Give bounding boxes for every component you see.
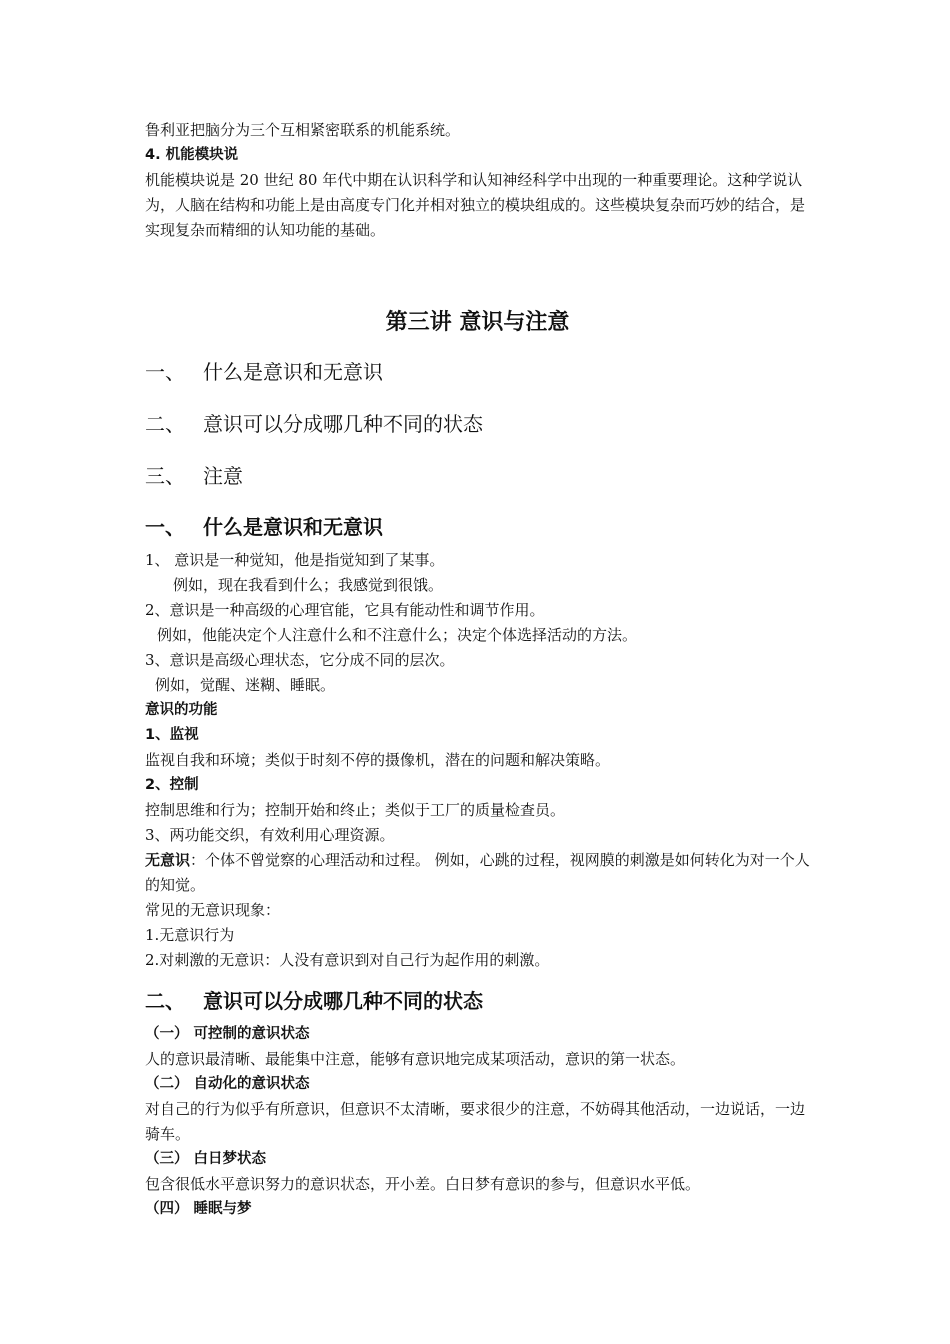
section-num: 一、 (145, 515, 185, 539)
function2-heading: 2、控制 (145, 777, 199, 793)
item2: 2、意识是一种高级的心理官能，它具有能动性和调节作用。 (145, 601, 545, 619)
intro-line: 鲁利亚把脑分为三个互相紧密联系的机能系统。 (145, 121, 461, 139)
function2-text: 控制思维和行为；控制开始和终止；类似于工厂的质量检查员。 (145, 801, 566, 819)
section1-heading (145, 511, 810, 540)
unconscious-label: 无意识 (145, 851, 191, 869)
section-num: 二、 (145, 989, 185, 1013)
item3: 3、意识是高级心理状态，它分成不同的层次。 (145, 651, 455, 669)
toc-text: 什么是意识和无意识 (203, 360, 383, 384)
item1: 1、 意识是一种觉知，他是指觉知到了某事。 (145, 551, 445, 569)
lecture-title: 第三讲 意识与注意 (385, 310, 570, 335)
state2-text: 对自己的行为似乎有所意识，但意识不太清晰，要求很少的注意，不妨碍其他活动，一边说话，一边骑车。 (145, 1100, 806, 1143)
state2-heading: （二） 自动化的意识状态 (145, 1076, 310, 1092)
section-title: 意识可以分成哪几种不同的状态 (203, 989, 483, 1013)
common-heading: 常见的无意识现象： (145, 901, 281, 919)
toc-num: 二、 (145, 412, 185, 436)
toc-num: 一、 (145, 360, 185, 384)
unconscious-paragraph (145, 848, 810, 898)
state1-text: 人的意识最清晰、最能集中注意，能够有意识地完成某项活动，意识的第一状态。 (145, 1050, 686, 1068)
toc-text: 意识可以分成哪几种不同的状态 (203, 412, 483, 436)
item3-example: 例如，觉醒、迷糊、睡眠。 (155, 676, 336, 694)
function1-text: 监视自我和环境；类似于时刻不停的摄像机，潜在的问题和解决策略。 (145, 751, 611, 769)
common-item-1: 1.无意识行为 (145, 926, 235, 944)
toc-item-2 (145, 408, 810, 437)
section2-heading (145, 985, 810, 1014)
function1-heading: 1、监视 (145, 727, 199, 743)
toc-item-3 (145, 460, 810, 489)
item2-example: 例如，他能决定个人注意什么和不注意什么；决定个体选择活动的方法。 (157, 626, 638, 644)
toc-num: 三、 (145, 464, 185, 488)
state3-text: 包含很低水平意识努力的意识状态，开小差。白日梦有意识的参与，但意识水平低。 (145, 1175, 701, 1193)
state3-heading: （三） 白日梦状态 (145, 1151, 267, 1167)
function-heading: 意识的功能 (145, 702, 218, 718)
state1-heading: （一） 可控制的意识状态 (145, 1026, 310, 1042)
toc-item-1 (145, 356, 810, 385)
intro-paragraph: 机能模块说是 20 世纪 80 年代中期在认识科学和认知神经科学中出现的一种重要理论。这种学说认为，人脑在结构和功能上是由高度专门化并相对独立的模块组成的。这些模块复杂而巧妙的结合，是实现复杂而精细的认知功能的基础。 (145, 171, 806, 239)
common-item-2: 2.对刺激的无意识：人没有意识到对自己行为起作用的刺激。 (145, 951, 550, 969)
intro-heading: 4. 机能模块说 (145, 147, 239, 163)
state4-heading: （四） 睡眠与梦 (145, 1201, 252, 1217)
document-page (145, 118, 810, 1222)
function3-text: 3、两功能交织，有效利用心理资源。 (145, 826, 395, 844)
section-title: 什么是意识和无意识 (203, 515, 383, 539)
toc-text: 注意 (203, 464, 243, 488)
item1-example: 例如，现在我看到什么；我感觉到很饿。 (173, 576, 444, 594)
unconscious-text: ：个体不曾觉察的心理活动和过程。 例如，心跳的过程，视网膜的刺激是如何转化为对一个人的知觉。 (145, 851, 810, 894)
